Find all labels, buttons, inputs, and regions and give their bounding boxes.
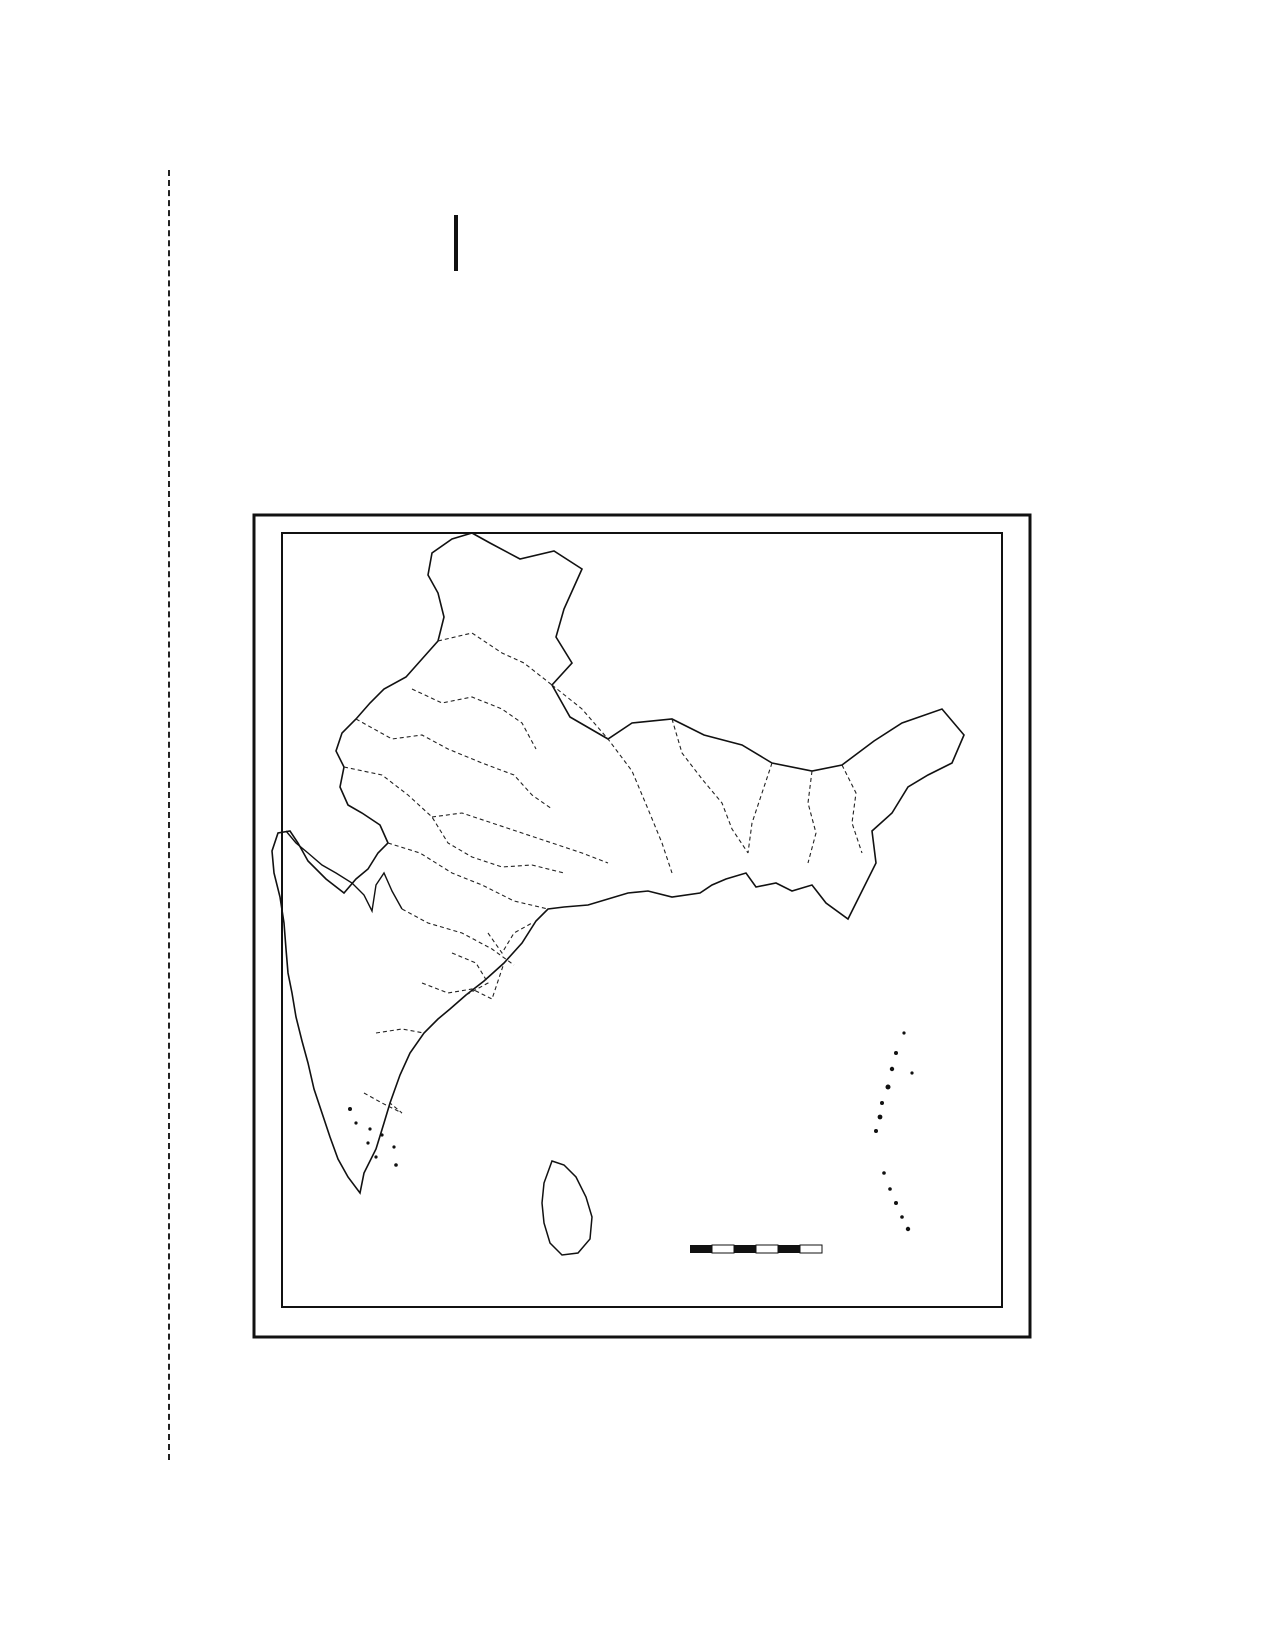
scale-segment <box>690 1245 712 1253</box>
scale-segment <box>712 1245 734 1253</box>
cut-line <box>168 170 170 1460</box>
scale-segment <box>800 1245 822 1253</box>
scale-segment <box>734 1245 756 1253</box>
india-outline-map <box>252 513 1032 1339</box>
roll-number-boxes[interactable] <box>454 215 458 271</box>
map-outer-border <box>254 515 1030 1337</box>
scale-segment <box>778 1245 800 1253</box>
scale-segment <box>756 1245 778 1253</box>
scale-bar <box>690 1245 822 1253</box>
